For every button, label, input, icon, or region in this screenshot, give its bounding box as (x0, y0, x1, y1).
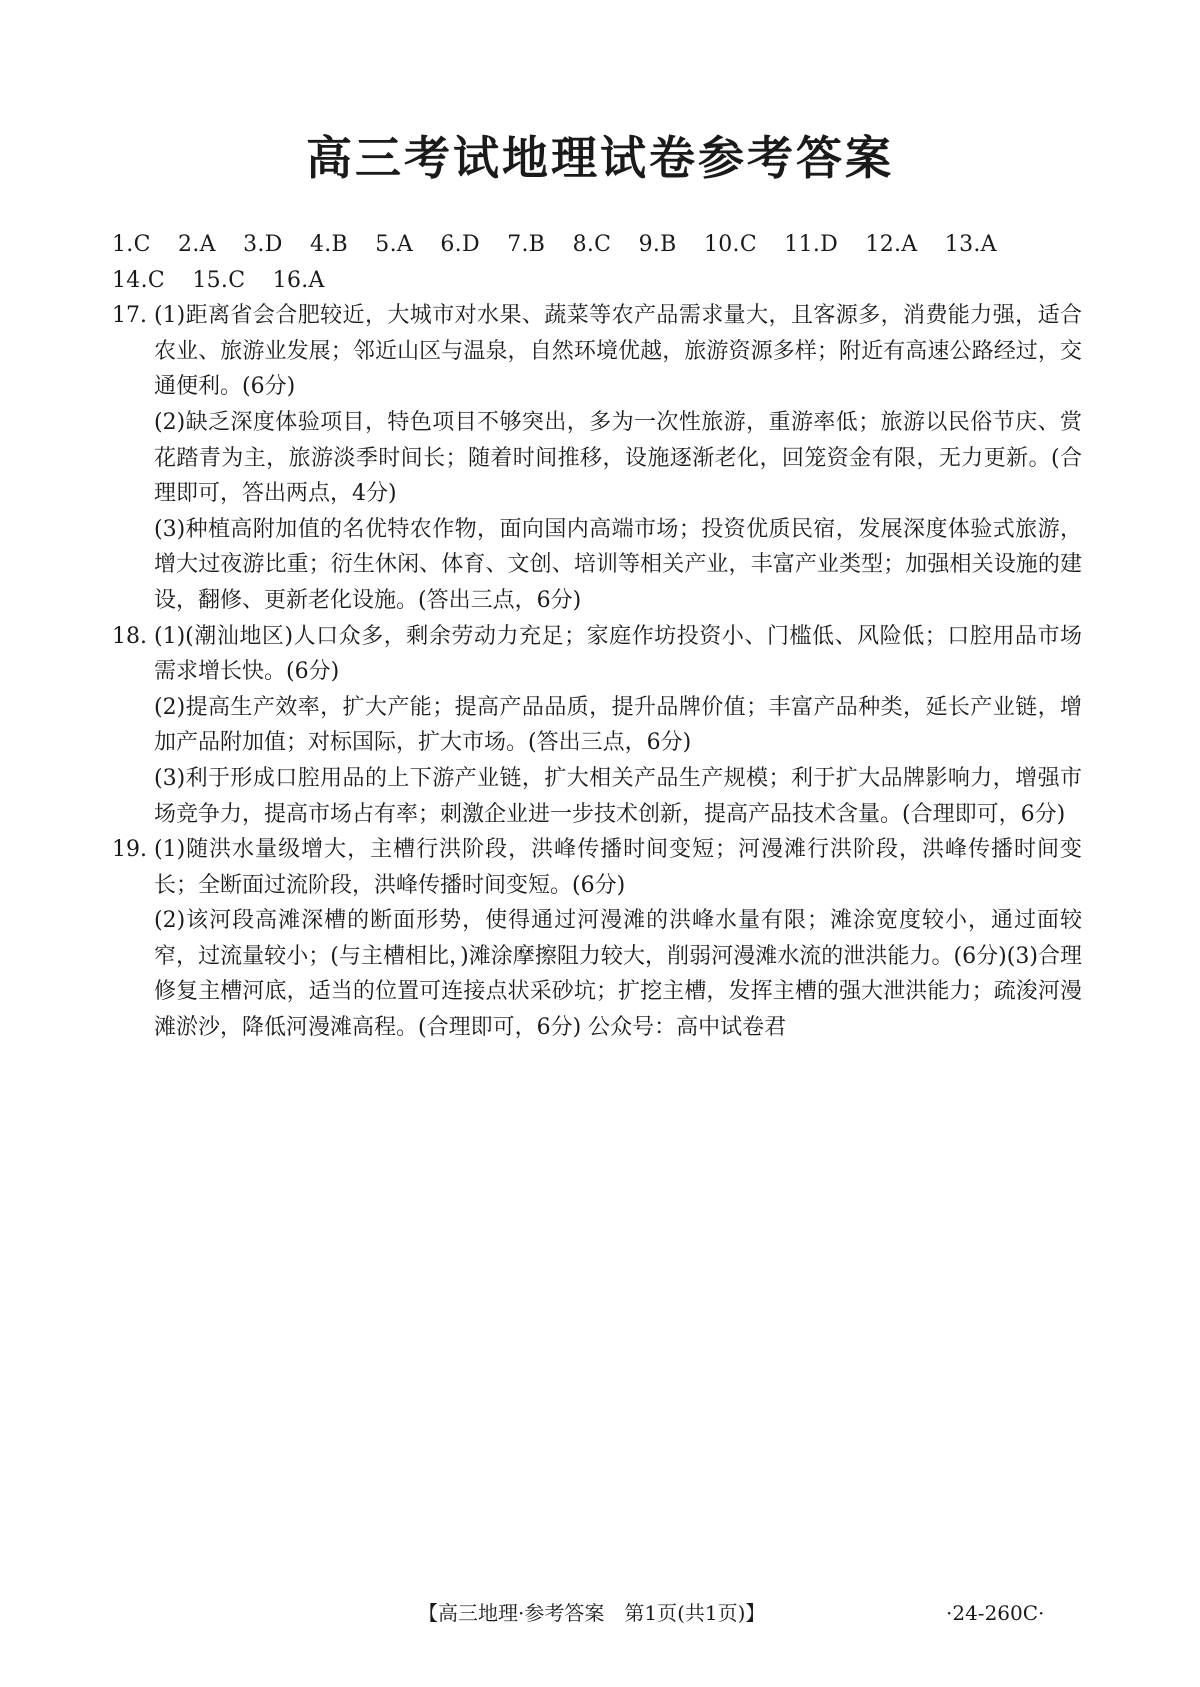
question-body (154, 832, 1082, 1046)
answer-part: (2)该河段高滩深槽的断面形势，使得通过河漫滩的洪峰水量有限；滩涂宽度较小，通过面较窄，过流量较小；(与主槽相比，)滩涂摩擦阻力较大，削弱河漫滩水流的泄洪能力。(6分)(3)合理修复主槽河底，适当的位置可连接点状采砂坑；扩挖主槽，发挥主槽的强大泄洪能力；疏浚河漫滩淤沙，降低河漫滩高程。(合理即可，6分) 公众号：高中试卷君 (154, 908, 1082, 1041)
answer-part: (1)随洪水量级增大，主槽行洪阶段，洪峰传播时间变短；河漫滩行洪阶段，洪峰传播时间变长；全断面过流阶段，洪峰传播时间变短。(6分) (154, 837, 1082, 898)
answer-part: (3)利于形成口腔用品的上下游产业链，扩大相关产品生产规模；利于扩大品牌影响力，增强市场竞争力，提高市场占有率；刺激企业进一步技术创新，提高产品技术含量。(合理即可，6分) (154, 765, 1082, 827)
answer-part: (1)距离省会合肥较近，大城市对水果、蔬菜等农产品需求量大，且客源多，消费能力强，适合农业、旅游业发展；邻近山区与温泉，自然环境优越，旅游资源多样；附近有高速公路经过，交通便利。(6分) (154, 303, 1082, 400)
footer-page-info: 【高三地理·参考答案 第1页(共1页)】 (418, 1601, 766, 1625)
choice-answer: 12.A (865, 232, 918, 257)
choice-answer: 4.B (309, 232, 348, 257)
choice-answer: 16.A (272, 267, 325, 293)
answer-content (112, 227, 1082, 1046)
choice-answer: 3.D (243, 232, 283, 257)
question-17 (112, 298, 1082, 618)
question-number: 17. (112, 303, 147, 329)
choice-answer: 9.B (638, 232, 677, 257)
answer-part: (1)(潮汕地区)人口众多，剩余劳动力充足；家庭作坊投资小、门槛低、风险低；口腔用品市场需求增长快。(6分) (154, 623, 1082, 685)
question-number: 19. (112, 837, 147, 863)
choice-answer: 13.A (944, 232, 997, 257)
question-body (154, 298, 1082, 618)
choice-answers (112, 227, 1082, 298)
choice-answer: 7.B (507, 232, 546, 257)
footer-doc-code: ·24-260C· (946, 1601, 1045, 1625)
choice-answer: 10.C (703, 232, 757, 257)
choice-answer: 5.A (375, 232, 414, 257)
choice-answer: 2.A (178, 232, 216, 257)
choice-answer: 6.D (440, 232, 480, 257)
choice-answer: 1.C (112, 232, 151, 257)
choice-answer: 15.C (192, 267, 246, 293)
page-title: 高三考试地理试卷参考答案 (306, 131, 894, 185)
choice-answer: 8.C (572, 232, 612, 257)
question-19 (112, 832, 1082, 1046)
answer-part: (2)提高生产效率，扩大产能；提高产品品质，提升品牌价值；丰富产品种类，延长产业链，增加产品附加值；对标国际，扩大市场。(答出三点，6分) (154, 694, 1082, 756)
answer-part: (2)缺乏深度体验项目，特色项目不够突出，多为一次性旅游，重游率低；旅游以民俗节庆、赏花踏青为主，旅游淡季时间长；随着时间推移，设施逐渐老化，回笼资金有限，无力更新。(合理即可，答出两点，4分) (154, 409, 1082, 507)
question-18 (112, 619, 1082, 833)
choice-answer: 11.D (784, 232, 839, 257)
question-body (154, 619, 1082, 833)
answer-part: (3)种植高附加值的名优特农作物，面向国内高端市场；投资优质民宿，发展深度体验式旅游，增大过夜游比重；衍生休闲、体育、文创、培训等相关产业，丰富产业类型；加强相关设施的建设，翻修、更新老化设施。(答出三点，6分) (154, 516, 1082, 613)
choice-answer: 14.C (112, 267, 166, 293)
question-number: 18. (112, 623, 147, 649)
